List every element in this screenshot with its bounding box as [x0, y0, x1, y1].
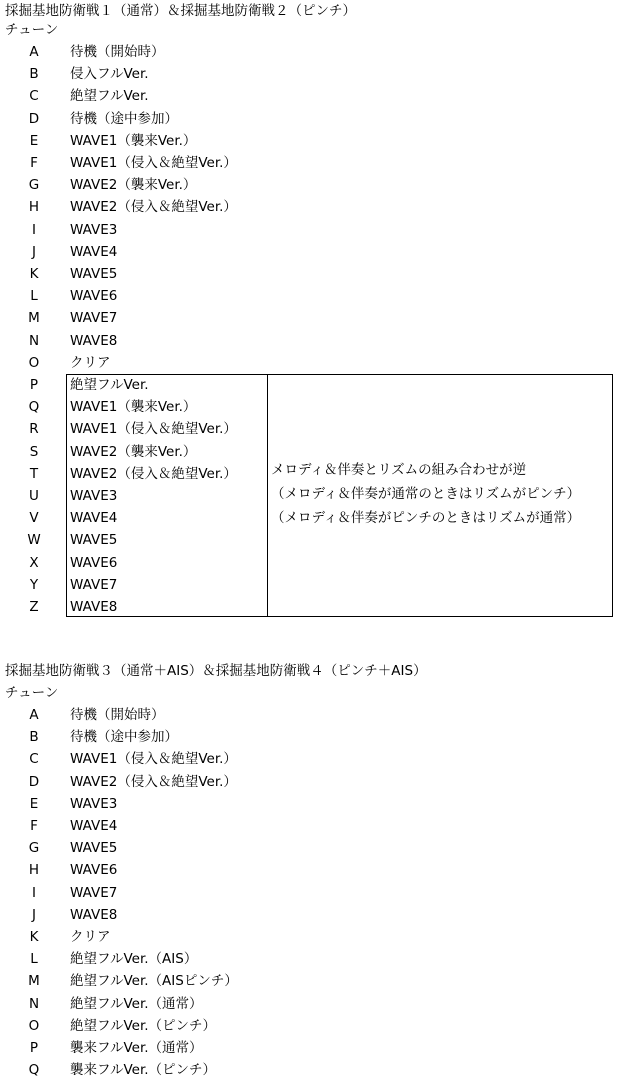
track-name: 待機（開始時）: [70, 707, 165, 723]
track-letter: J: [32, 906, 36, 923]
track-letter: A: [29, 707, 39, 723]
track-row: [0, 130, 560, 152]
track-letter: K: [29, 266, 39, 282]
track-row: [0, 1015, 560, 1037]
track-letter: M: [28, 973, 40, 990]
track-row: [0, 219, 560, 241]
track-name: WAVE6: [70, 862, 118, 879]
track-letter: E: [29, 132, 39, 149]
note-box-divider: [267, 374, 268, 617]
track-letter: E: [29, 795, 39, 812]
track-letter: H: [28, 199, 40, 216]
track-name: WAVE6: [70, 554, 118, 571]
track-row: [0, 1059, 560, 1081]
track-letter: B: [29, 729, 39, 746]
track-name: WAVE5: [70, 532, 118, 549]
track-row: [0, 152, 560, 174]
track-letter: F: [30, 818, 38, 834]
track-name: 絶望フルVer.（通常）: [70, 995, 203, 1012]
track-row: [0, 263, 560, 285]
track-name: WAVE6: [70, 288, 118, 305]
track-letter: L: [30, 951, 38, 968]
track-name: WAVE7: [70, 884, 118, 901]
section2-tune-label: チューン: [5, 685, 59, 701]
track-letter: L: [30, 288, 38, 305]
track-letter: Z: [29, 599, 39, 615]
track-name: 待機（途中参加）: [70, 110, 178, 127]
track-name: WAVE5: [70, 840, 118, 857]
track-letter: O: [28, 354, 40, 371]
track-letter: S: [29, 443, 39, 460]
track-name: WAVE2（侵入＆絶望Ver.）: [70, 773, 237, 790]
track-letter: W: [27, 532, 41, 549]
track-name: 侵入フルVer.: [70, 66, 149, 83]
track-letter: G: [28, 840, 40, 857]
track-letter: O: [28, 1017, 40, 1034]
track-row: [0, 970, 560, 992]
track-row: [0, 904, 560, 926]
track-letter: N: [28, 995, 40, 1012]
track-name: クリア: [70, 929, 111, 945]
track-letter: V: [29, 510, 39, 527]
track-letter: G: [28, 177, 40, 194]
track-row: [0, 63, 560, 85]
track-letter: F: [30, 155, 38, 171]
track-name: WAVE8: [70, 906, 118, 923]
track-row: [0, 241, 560, 263]
track-name: クリア: [70, 354, 111, 371]
track-row: [0, 771, 560, 793]
track-name: WAVE1（侵入＆絶望Ver.）: [70, 155, 237, 171]
note-line-2: （メロディ＆伴奏が通常のときはリズムがピンチ）: [271, 486, 581, 502]
section1-title: 採掘基地防衛戦１（通常）＆採掘基地防衛戦２（ピンチ）: [5, 3, 356, 19]
track-row: [0, 1037, 560, 1059]
track-row: [0, 108, 560, 130]
track-row: [0, 85, 560, 107]
track-name: WAVE3: [70, 795, 118, 812]
track-row: [0, 726, 560, 748]
track-row: [0, 285, 560, 307]
track-letter: Q: [28, 399, 40, 416]
track-row: [0, 882, 560, 904]
track-row: [0, 837, 560, 859]
track-name: WAVE1（侵入＆絶望Ver.）: [70, 421, 237, 438]
track-row: [0, 307, 560, 329]
track-letter: D: [28, 773, 40, 790]
track-name: 襲来フルVer.（ピンチ）: [70, 1062, 217, 1079]
track-name: WAVE5: [70, 266, 118, 282]
section2-title: 採掘基地防衛戦３（通常＋AIS）＆採掘基地防衛戦４（ピンチ＋AIS）: [5, 663, 427, 679]
track-row: [0, 196, 560, 218]
track-letter: K: [29, 929, 39, 945]
track-name: WAVE4: [70, 818, 118, 834]
track-letter: B: [29, 66, 39, 83]
track-name: WAVE1（襲来Ver.）: [70, 132, 197, 149]
track-letter: J: [32, 243, 36, 260]
track-letter: X: [29, 554, 39, 571]
note-line-1: メロディ＆伴奏とリズムの組み合わせが逆: [271, 462, 527, 478]
track-letter: Q: [28, 1062, 40, 1079]
track-row: [0, 174, 560, 196]
track-row: [0, 352, 560, 374]
track-name: WAVE7: [70, 310, 118, 327]
track-letter: C: [29, 88, 39, 105]
track-row: [0, 859, 560, 881]
track-name: 絶望フルVer.（AIS）: [70, 951, 198, 968]
track-letter: T: [29, 465, 39, 482]
note-line-3: （メロディ＆伴奏がピンチのときはリズムが通常）: [271, 510, 581, 526]
track-name: WAVE3: [70, 221, 118, 238]
track-name: WAVE2（侵入＆絶望Ver.）: [70, 199, 237, 216]
track-letter: D: [28, 110, 40, 127]
track-letter: M: [28, 310, 40, 327]
track-name: WAVE2（襲来Ver.）: [70, 177, 197, 194]
track-name: 待機（途中参加）: [70, 729, 178, 746]
track-row: [0, 704, 560, 726]
track-letter: P: [29, 1040, 39, 1056]
track-letter: Y: [29, 576, 39, 593]
track-name: WAVE1（侵入＆絶望Ver.）: [70, 751, 237, 768]
track-name: WAVE2（襲来Ver.）: [70, 443, 197, 460]
track-letter: H: [28, 862, 40, 879]
track-letter: A: [29, 44, 39, 60]
track-name: 絶望フルVer.（ピンチ）: [70, 1017, 217, 1034]
track-letter: P: [29, 377, 39, 393]
track-row: [0, 330, 560, 352]
track-letter: U: [29, 488, 39, 504]
track-row: [0, 748, 560, 770]
track-row: [0, 926, 560, 948]
track-row: [0, 41, 560, 63]
track-letter: N: [28, 332, 40, 349]
track-name: WAVE4: [70, 243, 118, 260]
track-name: 絶望フルVer.: [70, 88, 149, 105]
track-letter: I: [32, 221, 36, 238]
track-letter: R: [29, 421, 39, 438]
track-letter: I: [32, 884, 36, 901]
track-name: 絶望フルVer.: [70, 377, 149, 393]
track-row: [0, 815, 560, 837]
track-name: WAVE8: [70, 332, 118, 349]
track-letter: C: [29, 751, 39, 768]
track-name: 絶望フルVer.（AISピンチ）: [70, 973, 238, 990]
track-name: WAVE4: [70, 510, 118, 527]
section1-tune-label: チューン: [5, 22, 59, 38]
track-name: WAVE2（侵入＆絶望Ver.）: [70, 465, 237, 482]
track-name: WAVE8: [70, 599, 118, 615]
track-row: [0, 793, 560, 815]
track-name: WAVE1（襲来Ver.）: [70, 399, 197, 416]
track-name: WAVE7: [70, 576, 118, 593]
track-name: 待機（開始時）: [70, 44, 165, 60]
track-row: [0, 948, 560, 970]
track-name: WAVE3: [70, 488, 118, 504]
track-name: 襲来フルVer.（通常）: [70, 1040, 203, 1056]
track-row: [0, 993, 560, 1015]
